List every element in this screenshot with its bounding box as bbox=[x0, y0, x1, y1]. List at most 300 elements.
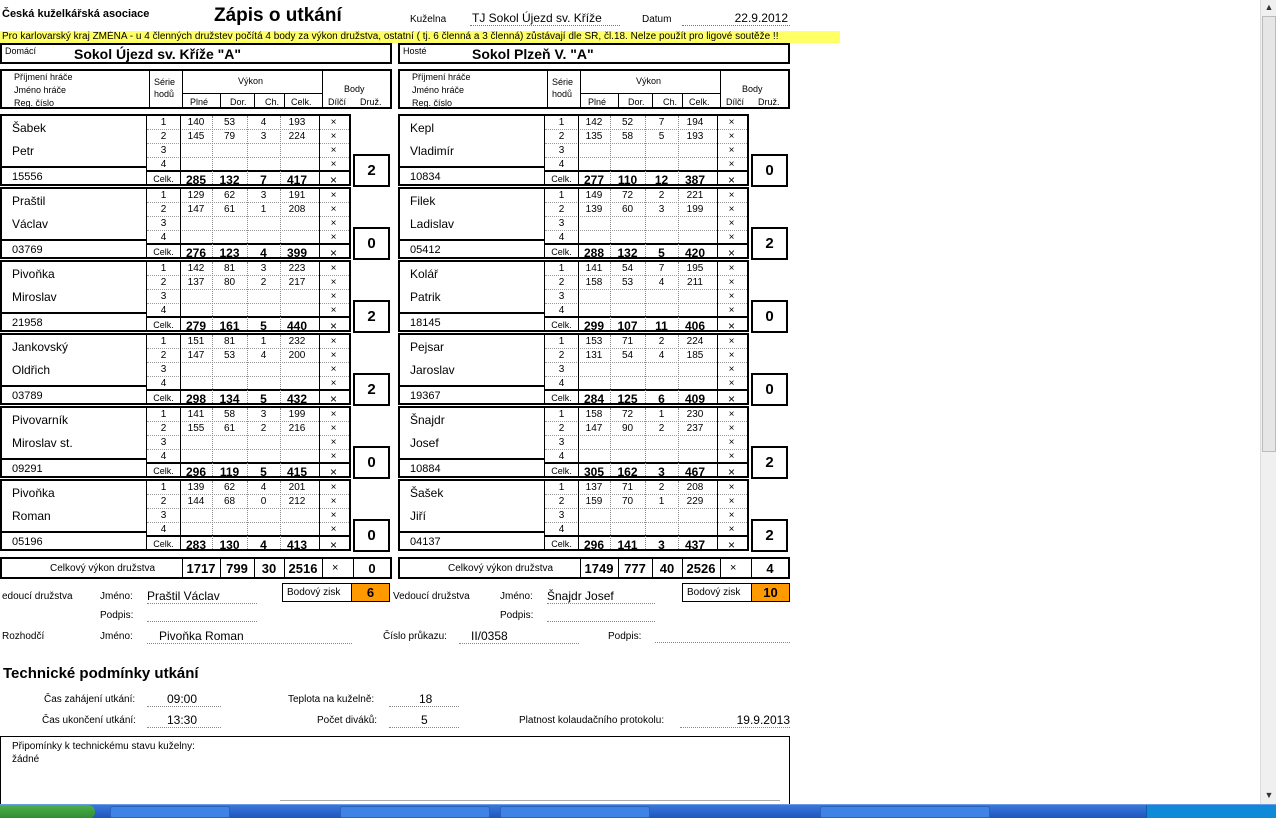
player-surname[interactable]: Kepl bbox=[410, 121, 435, 135]
cross-icon: × bbox=[330, 277, 337, 288]
score-cell[interactable]: 224 bbox=[686, 336, 704, 347]
score-cell[interactable]: 61 bbox=[223, 204, 236, 215]
score-grid bbox=[147, 406, 351, 478]
score-cell[interactable]: 142 bbox=[187, 263, 205, 274]
score-cell[interactable]: 142 bbox=[585, 117, 603, 128]
score-cell[interactable]: 191 bbox=[288, 190, 306, 201]
away-leader-sign[interactable] bbox=[547, 608, 655, 622]
player-surname[interactable]: Praštil bbox=[12, 194, 46, 208]
score-cell[interactable]: 4 bbox=[260, 350, 267, 361]
score-cell[interactable]: 201 bbox=[288, 482, 306, 493]
cross-icon: × bbox=[330, 437, 337, 448]
col-team: Druž. bbox=[758, 97, 780, 107]
score-cell[interactable]: 2 bbox=[658, 482, 665, 493]
player-points[interactable]: 2 bbox=[751, 446, 788, 479]
score-cell[interactable]: 52 bbox=[621, 117, 634, 128]
score-cell[interactable]: 58 bbox=[621, 131, 634, 142]
score-cell[interactable]: 53 bbox=[223, 350, 236, 361]
vertical-scrollbar[interactable] bbox=[1260, 0, 1276, 804]
start-label: Čas zahájení utkání: bbox=[44, 694, 136, 705]
score-cell[interactable]: 155 bbox=[187, 423, 205, 434]
total-label: Celk. bbox=[551, 466, 572, 476]
player-points[interactable]: 2 bbox=[353, 154, 390, 187]
points-gain bbox=[682, 583, 790, 602]
score-cell[interactable]: 193 bbox=[288, 117, 306, 128]
divider bbox=[645, 262, 646, 330]
taskbar-item[interactable] bbox=[110, 806, 230, 818]
cross-icon: × bbox=[330, 263, 337, 274]
score-cell[interactable]: 3 bbox=[658, 204, 665, 215]
divider bbox=[220, 93, 221, 107]
column-header bbox=[0, 69, 392, 109]
score-grid bbox=[545, 479, 749, 551]
score-cell[interactable]: 61 bbox=[223, 423, 236, 434]
score-cell[interactable]: 53 bbox=[223, 117, 236, 128]
score-cell[interactable]: 1 bbox=[260, 336, 267, 347]
score-cell[interactable]: 147 bbox=[585, 423, 603, 434]
total-cell: 277 bbox=[583, 173, 605, 187]
away-leader-name[interactable]: Šnajdr Josef bbox=[547, 589, 655, 604]
player-points[interactable]: 0 bbox=[751, 154, 788, 187]
score-cell[interactable]: 3 bbox=[260, 190, 267, 201]
player-firstname[interactable]: Miroslav bbox=[12, 290, 57, 304]
divider bbox=[578, 116, 579, 184]
player-block bbox=[0, 114, 392, 186]
score-cell[interactable]: 185 bbox=[686, 350, 704, 361]
cross-icon: × bbox=[329, 392, 337, 406]
player-block bbox=[0, 479, 392, 551]
score-cell[interactable]: 137 bbox=[585, 482, 603, 493]
divider bbox=[720, 71, 721, 107]
player-firstname[interactable]: Miroslav st. bbox=[12, 436, 73, 450]
player-firstname[interactable]: Vladimír bbox=[410, 144, 455, 158]
player-reg[interactable]: 03789 bbox=[12, 390, 43, 402]
score-cell[interactable]: 217 bbox=[288, 277, 306, 288]
player-name-box bbox=[398, 187, 545, 259]
player-points[interactable]: 2 bbox=[751, 227, 788, 260]
player-surname[interactable]: Filek bbox=[410, 194, 436, 208]
score-grid bbox=[545, 187, 749, 259]
scroll-thumb[interactable] bbox=[1262, 16, 1276, 452]
score-cell[interactable]: 200 bbox=[288, 350, 306, 361]
team-total-cell: 30 bbox=[261, 561, 277, 576]
score-cell[interactable]: 4 bbox=[658, 277, 665, 288]
total-cell: 420 bbox=[684, 246, 706, 260]
series-number: 3 bbox=[160, 510, 167, 521]
total-cell: 298 bbox=[185, 392, 207, 406]
series-number: 4 bbox=[558, 232, 565, 243]
cross-icon: × bbox=[728, 291, 735, 302]
col-reg: Reg. číslo bbox=[412, 98, 453, 108]
score-cell[interactable]: 195 bbox=[686, 263, 704, 274]
cross-icon: × bbox=[728, 378, 735, 389]
player-reg[interactable]: 10834 bbox=[410, 171, 441, 183]
cross-icon: × bbox=[330, 204, 337, 215]
team-bar bbox=[0, 43, 392, 64]
score-cell[interactable]: 2 bbox=[260, 423, 267, 434]
spectators-label: Počet diváků: bbox=[317, 715, 378, 726]
total-cell: 406 bbox=[684, 319, 706, 333]
score-cell[interactable]: 62 bbox=[223, 482, 236, 493]
total-cell: 5 bbox=[260, 392, 267, 406]
cross-icon: × bbox=[727, 465, 735, 479]
divider bbox=[2, 312, 146, 314]
referee-sign-label: Podpis: bbox=[608, 631, 642, 642]
divider bbox=[400, 312, 544, 314]
cross-icon: × bbox=[728, 336, 735, 347]
series-number: 3 bbox=[558, 291, 565, 302]
score-cell[interactable]: 81 bbox=[223, 263, 236, 274]
player-reg[interactable]: 09291 bbox=[12, 463, 43, 475]
score-cell[interactable]: 137 bbox=[187, 277, 205, 288]
referee-name[interactable]: Pivoňka Roman bbox=[147, 629, 352, 644]
score-cell[interactable]: 72 bbox=[621, 409, 634, 420]
score-cell[interactable]: 1 bbox=[260, 204, 267, 215]
team-total-label: Celkový výkon družstva bbox=[50, 563, 156, 574]
score-cell[interactable]: 223 bbox=[288, 263, 306, 274]
cross-icon: × bbox=[330, 117, 337, 128]
score-cell[interactable]: 158 bbox=[585, 277, 603, 288]
score-cell[interactable]: 140 bbox=[187, 117, 205, 128]
score-cell[interactable]: 62 bbox=[223, 190, 236, 201]
cross-icon: × bbox=[728, 364, 735, 375]
score-cell[interactable]: 237 bbox=[686, 423, 704, 434]
col-total: Celk. bbox=[689, 97, 710, 107]
col-series2: hodů bbox=[154, 89, 175, 99]
divider bbox=[212, 116, 213, 184]
divider bbox=[319, 481, 320, 549]
score-cell[interactable]: 71 bbox=[621, 336, 634, 347]
cross-icon: × bbox=[330, 524, 337, 535]
divider bbox=[319, 189, 320, 257]
total-cell: 299 bbox=[583, 319, 605, 333]
cross-icon: × bbox=[728, 190, 735, 201]
score-cell[interactable]: 153 bbox=[585, 336, 603, 347]
series-number: 4 bbox=[558, 524, 565, 535]
player-points[interactable]: 2 bbox=[353, 373, 390, 406]
player-reg[interactable]: 05412 bbox=[410, 244, 441, 256]
cross-icon: × bbox=[727, 173, 735, 187]
team-name: Sokol Újezd sv. Kříže "A" bbox=[74, 46, 242, 62]
player-reg[interactable]: 04137 bbox=[410, 536, 441, 548]
cross-icon: × bbox=[330, 409, 337, 420]
rules-warning: Pro karlovarský kraj ZMĚNA - u 4 členných družstev počítá 4 body za výkon družstva, ostatní ( tj. 6 členná a 3 členná) zůstávají dle SŘ, čl.18. Nelze použít pro ligové soutěže !! bbox=[0, 31, 840, 43]
player-surname[interactable]: Šašek bbox=[410, 486, 444, 500]
divider bbox=[247, 116, 248, 184]
score-cell[interactable]: 2 bbox=[260, 277, 267, 288]
total-cell: 283 bbox=[185, 538, 207, 552]
score-cell[interactable]: 208 bbox=[288, 204, 306, 215]
series-number: 2 bbox=[160, 277, 167, 288]
player-reg[interactable]: 03769 bbox=[12, 244, 43, 256]
home-leader-sign-label: Podpis: bbox=[100, 610, 134, 621]
date-value[interactable]: 22.9.2012 bbox=[682, 11, 790, 26]
score-cell[interactable]: 194 bbox=[686, 117, 704, 128]
total-cell: 288 bbox=[583, 246, 605, 260]
score-cell[interactable]: 72 bbox=[621, 190, 634, 201]
score-cell[interactable]: 212 bbox=[288, 496, 306, 507]
away-leader-sign-label: Podpis: bbox=[500, 610, 534, 621]
player-reg[interactable]: 15556 bbox=[12, 171, 43, 183]
total-label: Celk. bbox=[551, 320, 572, 330]
divider bbox=[2, 458, 146, 460]
score-grid bbox=[147, 333, 351, 405]
divider bbox=[610, 262, 611, 330]
temperature[interactable]: 18 bbox=[389, 692, 459, 707]
series-number: 3 bbox=[558, 145, 565, 156]
score-cell[interactable]: 80 bbox=[223, 277, 236, 288]
cross-icon: × bbox=[330, 510, 337, 521]
taskbar-item[interactable] bbox=[820, 806, 990, 818]
score-cell[interactable]: 90 bbox=[621, 423, 634, 434]
player-reg[interactable]: 18145 bbox=[410, 317, 441, 329]
score-cell[interactable]: 54 bbox=[621, 263, 634, 274]
series-number: 1 bbox=[558, 336, 565, 347]
divider bbox=[319, 408, 320, 476]
score-cell[interactable]: 145 bbox=[187, 131, 205, 142]
player-firstname[interactable]: Václav bbox=[12, 217, 49, 231]
validity-date[interactable]: 19.9.2013 bbox=[680, 713, 790, 728]
player-reg[interactable]: 10884 bbox=[410, 463, 441, 475]
scroll-down-icon[interactable]: ▼ bbox=[1264, 790, 1274, 800]
score-cell[interactable]: 3 bbox=[260, 409, 267, 420]
scroll-up-icon[interactable]: ▲ bbox=[1264, 2, 1274, 12]
score-cell[interactable]: 158 bbox=[585, 409, 603, 420]
player-surname[interactable]: Pivovarník bbox=[12, 413, 69, 427]
series-number: 4 bbox=[160, 305, 167, 316]
score-cell[interactable]: 141 bbox=[187, 409, 205, 420]
player-name-box bbox=[0, 406, 147, 478]
total-cell: 437 bbox=[684, 538, 706, 552]
divider bbox=[645, 189, 646, 257]
player-firstname[interactable]: Roman bbox=[12, 509, 51, 523]
score-cell[interactable]: 211 bbox=[687, 277, 703, 288]
score-cell[interactable]: 199 bbox=[686, 204, 704, 215]
score-cell[interactable]: 149 bbox=[585, 190, 603, 201]
score-cell[interactable]: 221 bbox=[686, 190, 704, 201]
divider bbox=[254, 559, 255, 577]
col-reg: Reg. číslo bbox=[14, 98, 55, 108]
score-cell[interactable]: 58 bbox=[223, 409, 236, 420]
player-reg[interactable]: 05196 bbox=[12, 536, 43, 548]
player-firstname[interactable]: Jiří bbox=[410, 509, 426, 523]
divider bbox=[678, 335, 679, 403]
column-header bbox=[398, 69, 790, 109]
cross-icon: × bbox=[730, 562, 737, 574]
system-tray[interactable] bbox=[1146, 805, 1276, 818]
player-surname[interactable]: Šabek bbox=[12, 121, 47, 135]
total-cell: 107 bbox=[617, 319, 638, 333]
divider bbox=[578, 189, 579, 257]
player-surname[interactable]: Kolář bbox=[410, 267, 439, 281]
start-button[interactable] bbox=[0, 805, 95, 818]
player-surname[interactable]: Pejsar bbox=[410, 340, 445, 354]
player-surname[interactable]: Pivoňka bbox=[12, 486, 55, 500]
start-time[interactable]: 09:00 bbox=[147, 692, 221, 707]
cross-icon: × bbox=[728, 232, 735, 243]
divider bbox=[682, 93, 683, 107]
col-total: Celk. bbox=[291, 97, 312, 107]
player-firstname[interactable]: Ladislav bbox=[410, 217, 455, 231]
player-points[interactable]: 0 bbox=[751, 300, 788, 333]
score-cell[interactable]: 147 bbox=[187, 204, 205, 215]
cross-icon: × bbox=[330, 218, 337, 229]
score-cell[interactable]: 70 bbox=[621, 496, 634, 507]
score-cell[interactable]: 2 bbox=[658, 190, 665, 201]
score-cell[interactable]: 4 bbox=[658, 350, 665, 361]
player-firstname[interactable]: Petr bbox=[12, 144, 35, 158]
total-cell: 440 bbox=[286, 319, 308, 333]
score-cell[interactable]: 54 bbox=[621, 350, 634, 361]
player-surname[interactable]: Šnajdr bbox=[410, 413, 445, 427]
score-cell[interactable]: 81 bbox=[223, 336, 236, 347]
cross-icon: × bbox=[728, 482, 735, 493]
score-cell[interactable]: 3 bbox=[260, 131, 267, 142]
divider bbox=[682, 559, 683, 577]
divider bbox=[652, 93, 653, 107]
home-leader-sign[interactable] bbox=[147, 608, 257, 622]
score-cell[interactable]: 1 bbox=[658, 496, 665, 507]
score-cell[interactable]: 71 bbox=[621, 482, 634, 493]
taskbar-item[interactable] bbox=[340, 806, 490, 818]
score-cell[interactable]: 232 bbox=[288, 336, 306, 347]
player-firstname[interactable]: Josef bbox=[410, 436, 439, 450]
player-surname[interactable]: Jankovský bbox=[12, 340, 69, 354]
score-cell[interactable]: 216 bbox=[288, 423, 306, 434]
card-number[interactable]: II/0358 bbox=[459, 629, 579, 644]
score-cell[interactable]: 199 bbox=[288, 409, 306, 420]
cross-icon: × bbox=[728, 524, 735, 535]
divider bbox=[578, 335, 579, 403]
col-series: Série bbox=[552, 77, 574, 87]
score-cell[interactable]: 68 bbox=[223, 496, 236, 507]
alley-value[interactable]: TJ Sokol Újezd sv. Kříže bbox=[470, 11, 620, 26]
score-cell[interactable]: 141 bbox=[585, 263, 603, 274]
score-cell[interactable]: 1 bbox=[658, 409, 665, 420]
player-points[interactable]: 2 bbox=[353, 300, 390, 333]
total-cell: 130 bbox=[219, 538, 240, 552]
score-cell[interactable]: 129 bbox=[187, 190, 205, 201]
referee-sign[interactable] bbox=[655, 629, 790, 643]
player-reg[interactable]: 19367 bbox=[410, 390, 441, 402]
divider bbox=[322, 71, 323, 107]
score-cell[interactable]: 208 bbox=[686, 482, 704, 493]
total-cell: 279 bbox=[185, 319, 207, 333]
score-cell[interactable]: 230 bbox=[686, 409, 704, 420]
divider bbox=[618, 559, 619, 577]
score-cell[interactable]: 147 bbox=[187, 350, 205, 361]
divider bbox=[182, 93, 322, 94]
col-points: Body bbox=[742, 84, 763, 94]
score-cell[interactable]: 4 bbox=[260, 117, 267, 128]
total-cell: 162 bbox=[617, 465, 638, 479]
score-cell[interactable]: 4 bbox=[260, 482, 267, 493]
series-number: 1 bbox=[160, 409, 167, 420]
notes-box[interactable] bbox=[0, 736, 790, 804]
col-partial: Dílčí bbox=[328, 97, 346, 107]
score-cell[interactable]: 0 bbox=[260, 496, 267, 507]
series-number: 2 bbox=[558, 204, 565, 215]
player-firstname[interactable]: Oldřich bbox=[12, 363, 51, 377]
player-points[interactable]: 0 bbox=[751, 373, 788, 406]
total-cell: 415 bbox=[286, 465, 308, 479]
cross-icon: × bbox=[329, 246, 337, 260]
player-reg[interactable]: 21958 bbox=[12, 317, 43, 329]
player-points[interactable]: 2 bbox=[751, 519, 788, 552]
score-cell[interactable]: 144 bbox=[187, 496, 205, 507]
score-cell[interactable]: 139 bbox=[585, 204, 603, 215]
player-firstname[interactable]: Jaroslav bbox=[410, 363, 455, 377]
score-cell[interactable]: 2 bbox=[658, 423, 665, 434]
score-cell[interactable]: 2 bbox=[658, 336, 665, 347]
player-name-box bbox=[0, 479, 147, 551]
divider bbox=[2, 239, 146, 241]
player-points[interactable]: 0 bbox=[353, 227, 390, 260]
total-cell: 161 bbox=[219, 319, 240, 333]
end-time[interactable]: 13:30 bbox=[147, 713, 221, 728]
player-points[interactable]: 0 bbox=[353, 446, 390, 479]
player-points[interactable]: 0 bbox=[353, 519, 390, 552]
cross-icon: × bbox=[329, 538, 337, 552]
score-cell[interactable]: 60 bbox=[621, 204, 634, 215]
series-number: 2 bbox=[558, 423, 565, 434]
home-leader-name[interactable]: Praštil Václav bbox=[147, 589, 257, 604]
score-cell[interactable]: 79 bbox=[223, 131, 236, 142]
score-cell[interactable]: 159 bbox=[585, 496, 603, 507]
score-cell[interactable]: 224 bbox=[288, 131, 306, 142]
player-block bbox=[398, 479, 790, 551]
player-firstname[interactable]: Patrik bbox=[410, 290, 441, 304]
cross-icon: × bbox=[728, 409, 735, 420]
divider bbox=[678, 408, 679, 476]
total-cell: 123 bbox=[219, 246, 240, 260]
score-cell[interactable]: 229 bbox=[686, 496, 704, 507]
player-name-box bbox=[398, 333, 545, 405]
total-cell: 132 bbox=[219, 173, 240, 187]
score-cell[interactable]: 135 bbox=[585, 131, 603, 142]
validity-label: Platnost kolaudačního protokolu: bbox=[519, 715, 665, 726]
cross-icon: × bbox=[728, 204, 735, 215]
score-grid bbox=[545, 333, 749, 405]
score-cell[interactable]: 193 bbox=[686, 131, 704, 142]
spectators[interactable]: 5 bbox=[389, 713, 459, 728]
score-grid bbox=[147, 114, 351, 186]
player-block bbox=[0, 406, 392, 478]
score-cell[interactable]: 7 bbox=[658, 263, 665, 274]
total-cell: 5 bbox=[260, 319, 267, 333]
score-cell[interactable]: 139 bbox=[187, 482, 205, 493]
divider bbox=[578, 408, 579, 476]
team-total-label: Celkový výkon družstva bbox=[448, 563, 554, 574]
score-cell[interactable]: 3 bbox=[260, 263, 267, 274]
cross-icon: × bbox=[330, 336, 337, 347]
team-total-cell: 2516 bbox=[288, 561, 318, 576]
divider bbox=[610, 481, 611, 549]
score-cell[interactable]: 7 bbox=[658, 117, 665, 128]
player-surname[interactable]: Pivoňka bbox=[12, 267, 55, 281]
score-cell[interactable]: 151 bbox=[187, 336, 205, 347]
total-cell: 12 bbox=[654, 173, 669, 187]
taskbar-item[interactable] bbox=[500, 806, 650, 818]
divider bbox=[180, 116, 181, 184]
score-cell[interactable]: 5 bbox=[658, 131, 665, 142]
total-label: Celk. bbox=[153, 247, 174, 257]
score-cell[interactable]: 131 bbox=[585, 350, 603, 361]
referee-label: Rozhodčí bbox=[2, 631, 45, 642]
total-cell: 284 bbox=[583, 392, 605, 406]
temp-label: Teplota na kuželně: bbox=[288, 694, 375, 705]
score-cell[interactable]: 53 bbox=[621, 277, 634, 288]
